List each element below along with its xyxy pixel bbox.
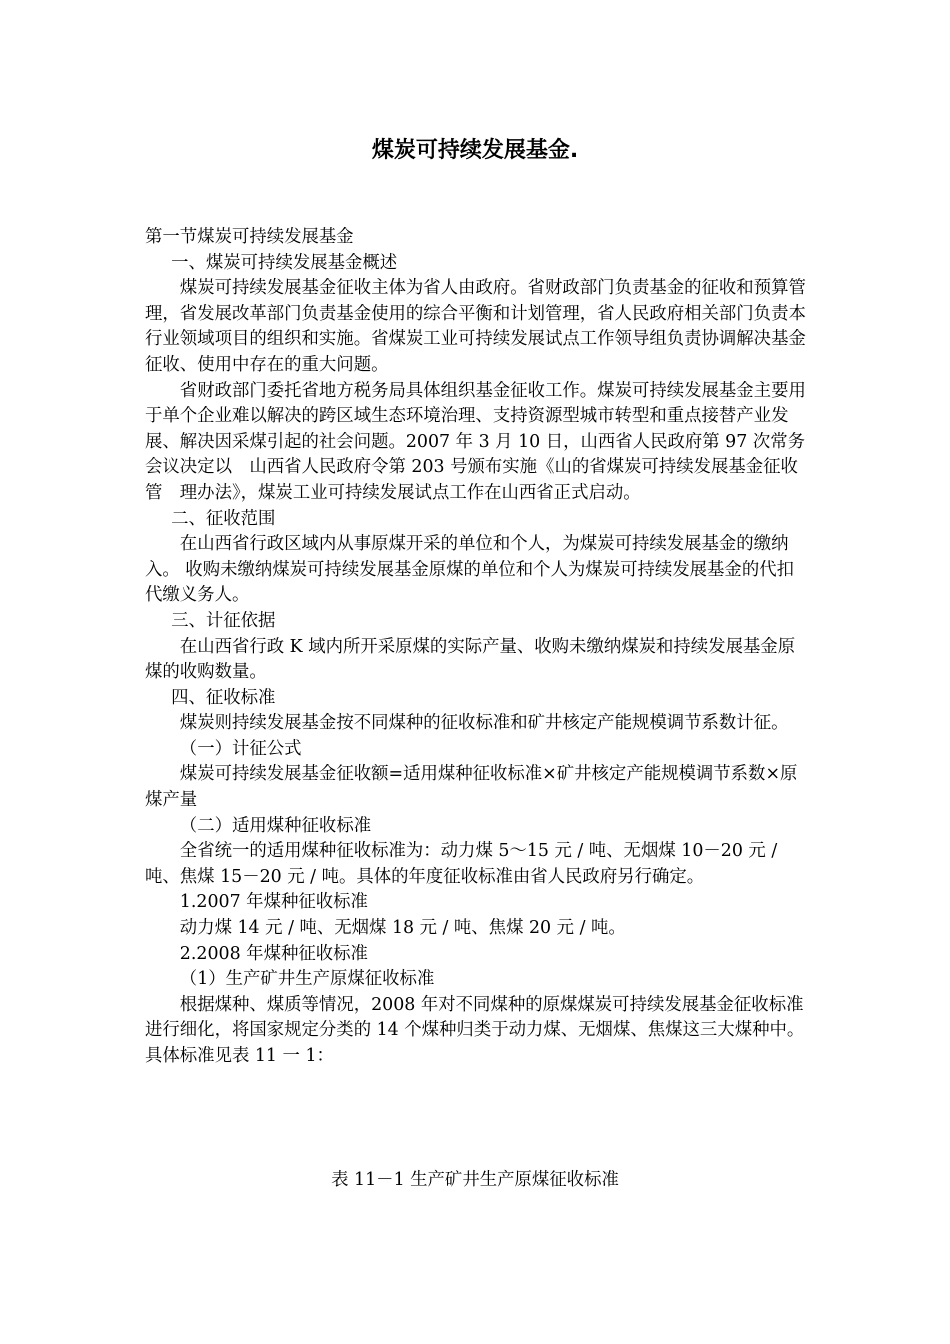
body-paragraph: 煤炭则持续发展基金按不同煤种的征收标准和矿井核定产能规模调节系数计征。 [179,713,789,734]
subsection-heading: （一）计征公式 [179,738,302,759]
body-paragraph: 在山西省行政区域内从事原煤开采的单位和个人，为煤炭可持续发展基金的缴纳入。 收购未缴纳煤炭可持续发展基金原煤的单位和个人为煤炭可持续发展基金的代扣代缴义务人。 [145,534,794,606]
subsection-heading: 二、征收范围 [171,508,276,529]
subsection-heading: （1）生产矿井生产原煤征收标准 [179,969,435,990]
body-paragraph: 省财政部门委托省地方税务局具体组织基金征收工作。煤炭可持续发展基金主要用于单个企业难以解决的跨区域生态环境治理、支持资源型城市转型和重点接替产业发展、解决因采煤引起的社会问题。2007 年 3 月 10 日，山西省人民政府第 97 次常务会议决定以 山西省人民政府令第 203 号颁布实施《山的省煤炭可持续发展基金征收管 理办法》，煤炭工业可持续发展试点工作在山西省正式启动。 [145,380,806,503]
document-title: 煤炭可持续发展基金. [371,138,579,163]
body-paragraph: 动力煤 14 元 / 吨、无烟煤 18 元 / 吨、焦煤 20 元 / 吨。 [179,918,626,939]
body-paragraph: 根据煤种、煤质等情况，2008 年对不同煤种的原煤煤炭可持续发展基金征收标准进行细化，将国家规定分类的 14 个煤种归类于动力煤、无烟煤、焦煤这三大煤种中。具体标准见表 11 一 1： [145,994,805,1066]
body-paragraph: 煤炭可持续发展基金征收主体为省人由政府。省财政部门负责基金的征收和预算管理，省发展改革部门负责基金使用的综合平衡和计划管理，省人民政府相关部门负责本行业领域项目的组织和实施。省煤炭工业可持续发展试点工作领导组负责协调解决基金征收、使用中存在的重大问题。 [145,278,806,375]
body-paragraph: 全省统一的适用煤种征收标准为：动力煤 5～15 元 / 吨、无烟煤 10－20 元 / 吨、焦煤 15－20 元 / 吨。具体的年度征收标准由省人民政府另行确定。 [145,841,778,887]
section-heading: 第一节煤炭可持续发展基金 [145,227,354,247]
subsection-heading: （二）适用煤种征收标准 [179,815,372,836]
subsection-heading: 一、煤炭可持续发展基金概述 [171,252,398,273]
subsection-heading: 2.2008 年煤种征收标准 [179,943,368,964]
body-paragraph: 煤炭可持续发展基金征收额=适用煤种征收标准×矿井核定产能规模调节系数×原煤产量 [145,764,798,811]
document-body [145,225,807,1070]
table-caption: 表 11－1 生产矿井生产原煤征收标准 [331,1170,619,1190]
body-paragraph: 在山西省行政 K 域内所开采原煤的实际产量、收购未缴纳煤炭和持续发展基金原煤的收购数量。 [145,636,796,683]
subsection-heading: 1.2007 年煤种征收标准 [179,892,368,913]
subsection-heading: 四、征收标准 [171,687,276,708]
subsection-heading: 三、计征依据 [171,610,276,631]
